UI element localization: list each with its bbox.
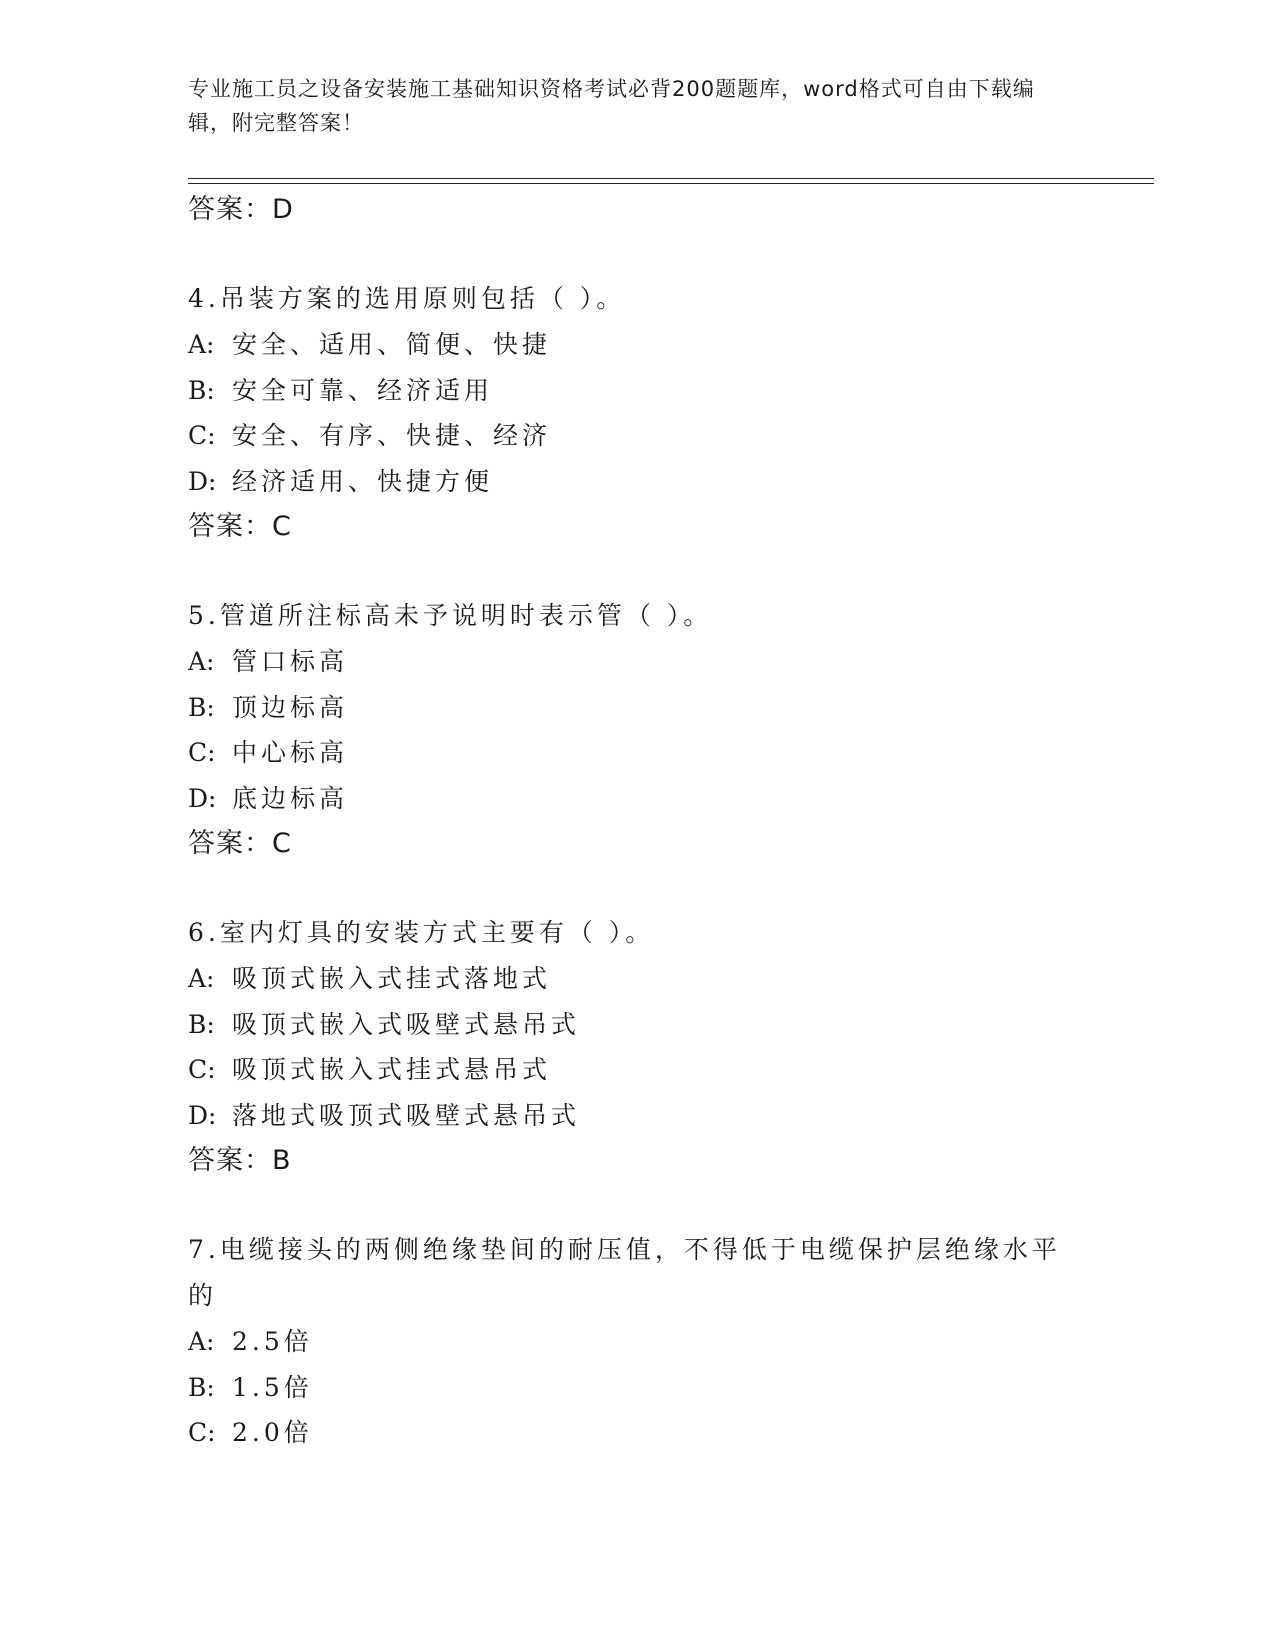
option-letter: A:	[188, 1327, 215, 1356]
option-text: 1.5倍	[232, 1372, 313, 1402]
option-letter: D:	[188, 466, 217, 496]
option-letter: D:	[188, 783, 217, 813]
answer-option	[188, 1047, 1088, 1093]
answer-option	[188, 413, 1088, 459]
option-text: 2.0倍	[232, 1418, 313, 1447]
option-letter: B:	[188, 1009, 215, 1039]
option-text: 安全、适用、简便、快捷	[232, 330, 552, 359]
option-text: 安全可靠、经济适用	[232, 375, 494, 405]
option-letter: A:	[188, 330, 215, 359]
block-gap	[188, 233, 1088, 276]
option-text: 顶边标高	[232, 692, 349, 722]
option-letter: C:	[188, 1418, 216, 1447]
answer-option	[188, 776, 1088, 822]
option-letter: B:	[188, 375, 215, 405]
option-letter: D:	[188, 1100, 217, 1130]
option-text: 底边标高	[232, 783, 349, 813]
option-text: 经济适用、快捷方便	[232, 466, 494, 496]
option-letter: B:	[188, 1372, 215, 1402]
answer-option	[188, 1365, 1088, 1411]
answer-key: 答案：C	[188, 828, 292, 859]
option-letter: C:	[188, 1055, 216, 1084]
option-text: 2.5倍	[232, 1327, 313, 1356]
option-letter: A:	[188, 964, 215, 993]
question-text: 7.电缆接头的两侧绝缘垫间的耐压值，不得低于电缆保护层绝缘水平的	[188, 1235, 1061, 1310]
option-text: 吸顶式嵌入式挂式落地式	[232, 964, 552, 993]
answer-option	[188, 322, 1088, 368]
answer-option	[188, 730, 1088, 776]
block-gap	[188, 550, 1088, 593]
answer-option	[188, 685, 1088, 731]
option-text: 管口标高	[232, 647, 349, 676]
answer-option	[188, 1319, 1088, 1365]
answer-option	[188, 956, 1088, 1002]
option-letter: B:	[188, 692, 215, 722]
block-gap	[188, 1184, 1088, 1227]
option-letter: A:	[188, 647, 215, 676]
answer-option	[188, 1002, 1088, 1048]
block-gap	[188, 867, 1088, 910]
question-text: 5.管道所注标高未予说明时表示管（ ）。	[188, 601, 713, 630]
question-text: 6.室内灯具的安装方式主要有（ ）。	[188, 918, 655, 947]
header-rule-top	[188, 178, 1154, 179]
question-list	[188, 187, 1088, 1456]
option-text: 中心标高	[232, 738, 349, 767]
answer-option	[188, 1410, 1088, 1456]
answer-key: 答案：D	[188, 194, 294, 225]
option-text: 吸顶式嵌入式吸壁式悬吊式	[232, 1009, 581, 1039]
option-letter: C:	[188, 738, 216, 767]
answer-key: 答案：B	[188, 1145, 292, 1176]
answer-key: 答案：C	[188, 511, 292, 542]
question-text: 4.吊装方案的选用原则包括（ ）。	[188, 284, 626, 313]
answer-option	[188, 1093, 1088, 1139]
answer-option	[188, 459, 1088, 505]
option-letter: C:	[188, 421, 216, 450]
document-header: 专业施工员之设备安装施工基础知识资格考试必背200题题库，word格式可自由下载编辑，附完整答案！	[188, 77, 1035, 135]
header-rule-bottom	[188, 183, 1154, 184]
option-text: 安全、有序、快捷、经济	[232, 421, 552, 450]
option-text: 落地式吸顶式吸壁式悬吊式	[232, 1100, 581, 1130]
option-text: 吸顶式嵌入式挂式悬吊式	[232, 1055, 552, 1084]
answer-option	[188, 639, 1088, 685]
answer-option	[188, 368, 1088, 414]
